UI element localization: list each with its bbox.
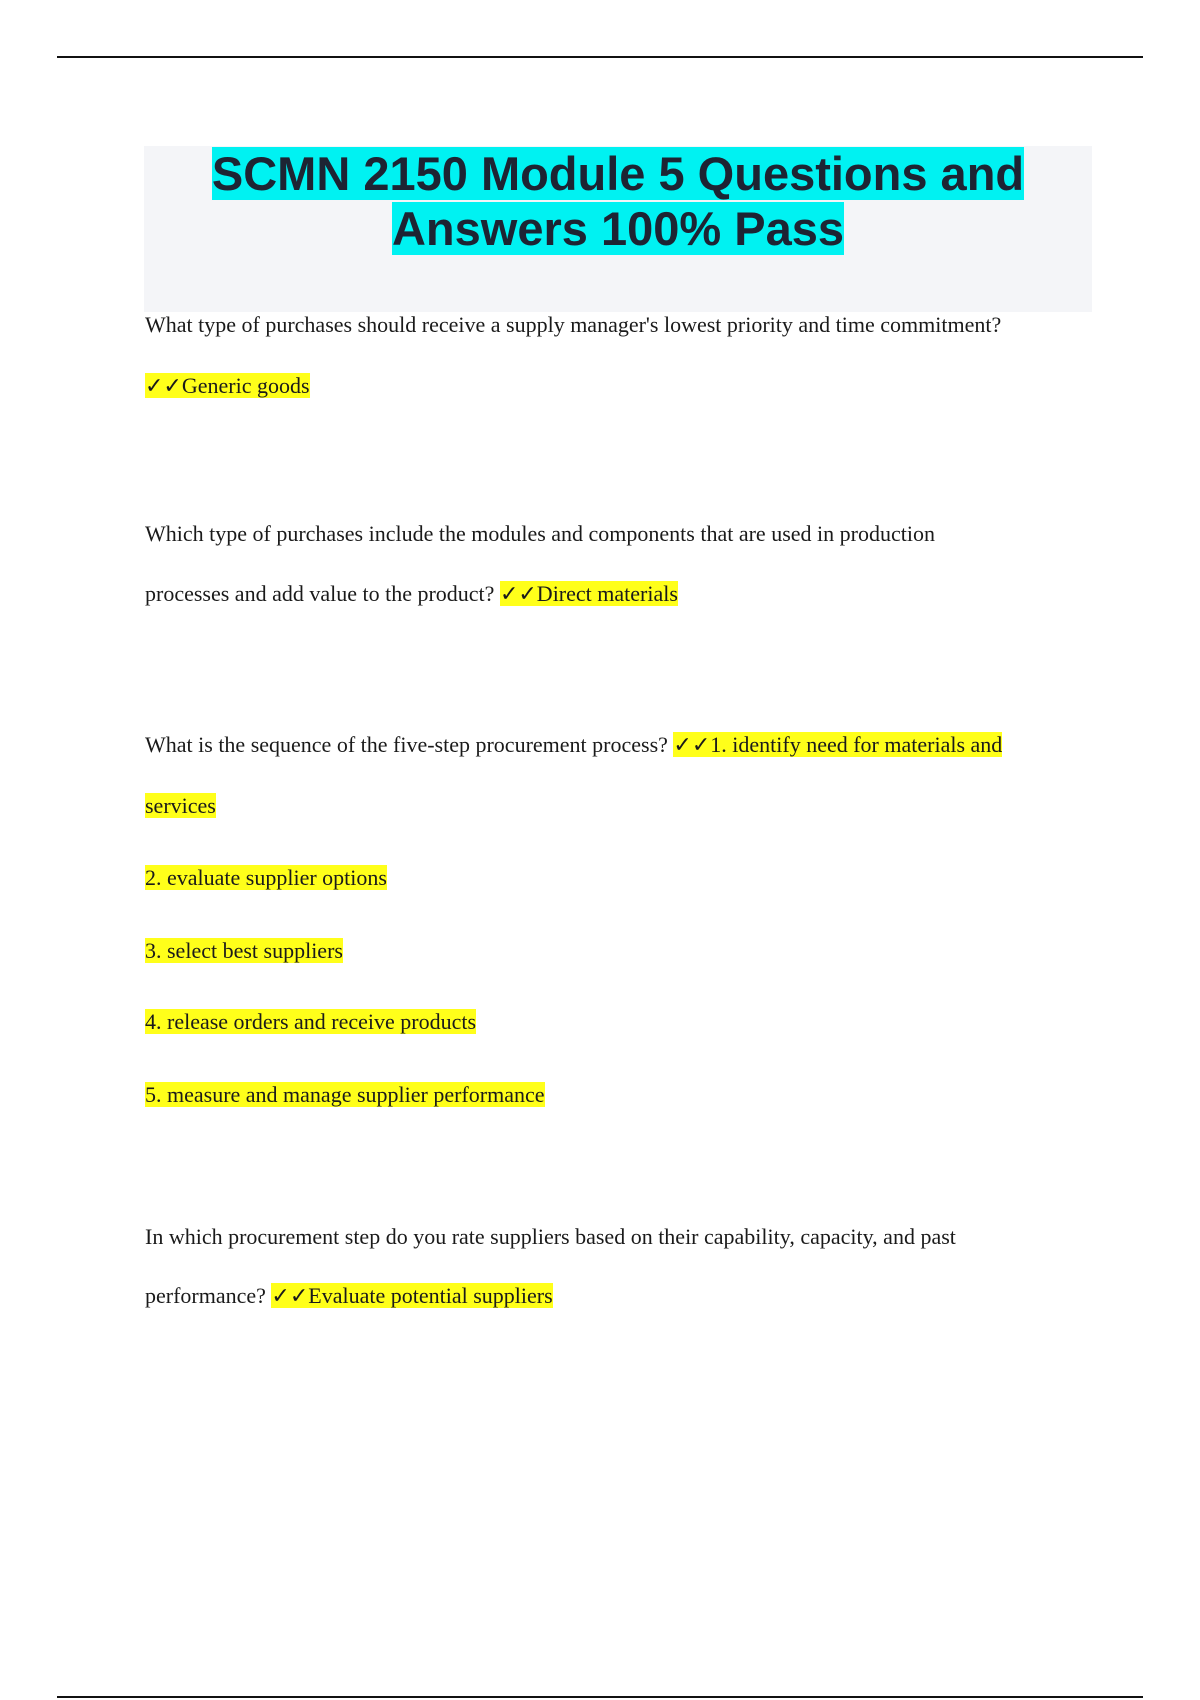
title-block <box>144 146 1092 312</box>
answer-2-highlight: ✓✓Direct materials <box>499 581 678 606</box>
question-3 <box>145 730 1002 760</box>
question-2-text: processes and add value to the product? <box>145 581 495 606</box>
step-5-highlight: 5. measure and manage supplier performance <box>145 1082 545 1107</box>
question-4-line-1: In which procurement step do you rate suppliers based on their capability, capacity, and past <box>145 1224 956 1249</box>
answer-3-highlight-line-2: services <box>145 793 216 818</box>
question-2-line-2 <box>145 579 678 609</box>
answer-3-line-2 <box>145 791 216 821</box>
step-item <box>145 1080 545 1110</box>
question-4-line-2 <box>145 1281 553 1311</box>
answer-1-highlight: ✓✓Generic goods <box>145 373 310 398</box>
title-line-2: Answers 100% Pass <box>391 202 844 255</box>
answer-1 <box>145 371 310 401</box>
question-2-line-1: Which type of purchases include the modules and components that are used in production <box>145 521 935 546</box>
answer-3-highlight-line-1: ✓✓1. identify need for materials and <box>673 732 1003 757</box>
top-rule <box>57 56 1143 58</box>
step-2-highlight: 2. evaluate supplier options <box>145 865 387 890</box>
title-line-1: SCMN 2150 Module 5 Questions and <box>211 147 1025 200</box>
step-item <box>145 936 343 966</box>
step-item <box>145 1007 476 1037</box>
question-1: What type of purchases should receive a supply manager's lowest priority and time commitment? <box>145 312 1002 337</box>
question-3-text: What is the sequence of the five-step procurement process? <box>145 732 668 757</box>
answer-4-highlight: ✓✓Evaluate potential suppliers <box>271 1283 553 1308</box>
document-title <box>144 146 1092 256</box>
step-item <box>145 863 387 893</box>
step-3-highlight: 3. select best suppliers <box>145 938 343 963</box>
question-4-text: performance? <box>145 1283 266 1308</box>
step-4-highlight: 4. release orders and receive products <box>145 1009 477 1034</box>
bottom-rule <box>57 1696 1143 1698</box>
